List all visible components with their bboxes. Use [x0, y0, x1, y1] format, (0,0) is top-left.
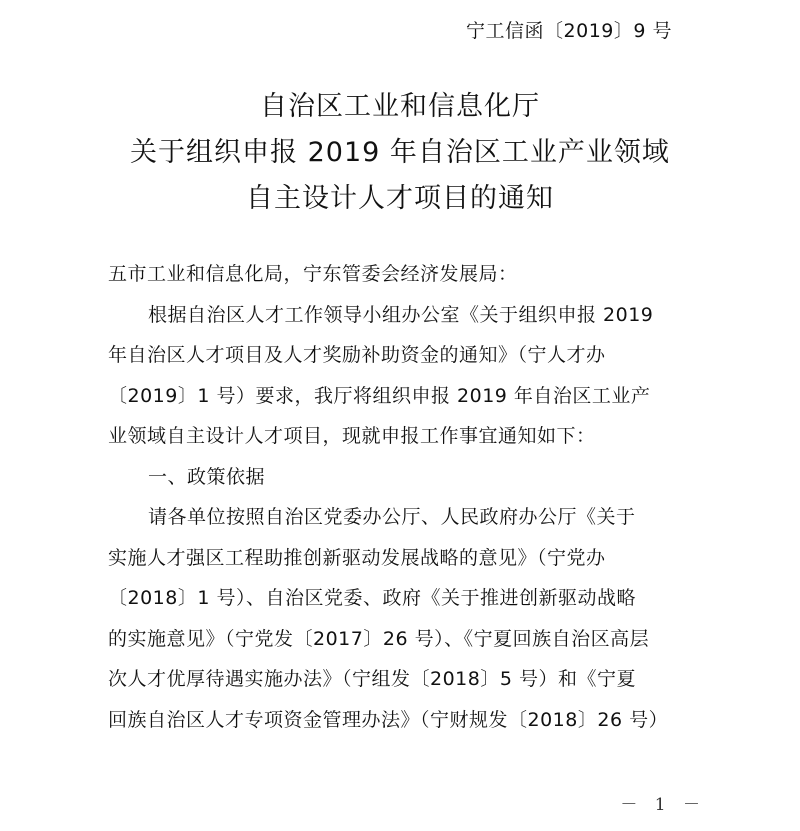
- body-line: 实施人才强区工程助推创新驱动发展战略的意见》（宁党办: [108, 546, 606, 569]
- body-line: 年自治区人才项目及人才奖励补助资金的通知》（宁人才办: [108, 344, 606, 366]
- body-line: 〔2019〕1 号）要求，我厅将组织申报 2019 年自治区工业产: [108, 384, 651, 407]
- body-line: 业领域自主设计人才项目，现就申报工作事宜通知如下：: [108, 425, 596, 447]
- body-line: 〔2018〕1 号）、自治区党委、政府《关于推进创新驱动战略: [108, 587, 636, 609]
- body-line: 的实施意见》（宁党发〔2017〕26 号）、《宁夏回族自治区高层: [108, 627, 650, 650]
- addressee: 五市工业和信息化局，宁东管委会经济发展局：: [108, 263, 518, 285]
- body-line: 请各单位按照自治区党委办公厅、人民政府办公厅《关于: [148, 506, 636, 528]
- document-title: [0, 84, 800, 222]
- body-line: 次人才优厚待遇实施办法》（宁组发〔2018〕5 号）和《宁夏: [108, 668, 636, 690]
- title-line-3: 自主设计人才项目的通知: [246, 183, 554, 214]
- page-number: － 1 －: [620, 795, 706, 815]
- document-body: [108, 254, 708, 740]
- document-number: 宁工信函〔2019〕9 号: [466, 20, 672, 42]
- title-line-2: 关于组织申报 2019 年自治区工业产业领域: [130, 137, 670, 168]
- body-line: 回族自治区人才专项资金管理办法》（宁财规发〔2018〕26 号）: [108, 708, 669, 731]
- section-heading: 一、政策依据: [148, 465, 266, 488]
- title-line-1: 自治区工业和信息化厅: [260, 91, 540, 122]
- body-line: 根据自治区人才工作领导小组办公室《关于组织申报 2019: [148, 303, 654, 326]
